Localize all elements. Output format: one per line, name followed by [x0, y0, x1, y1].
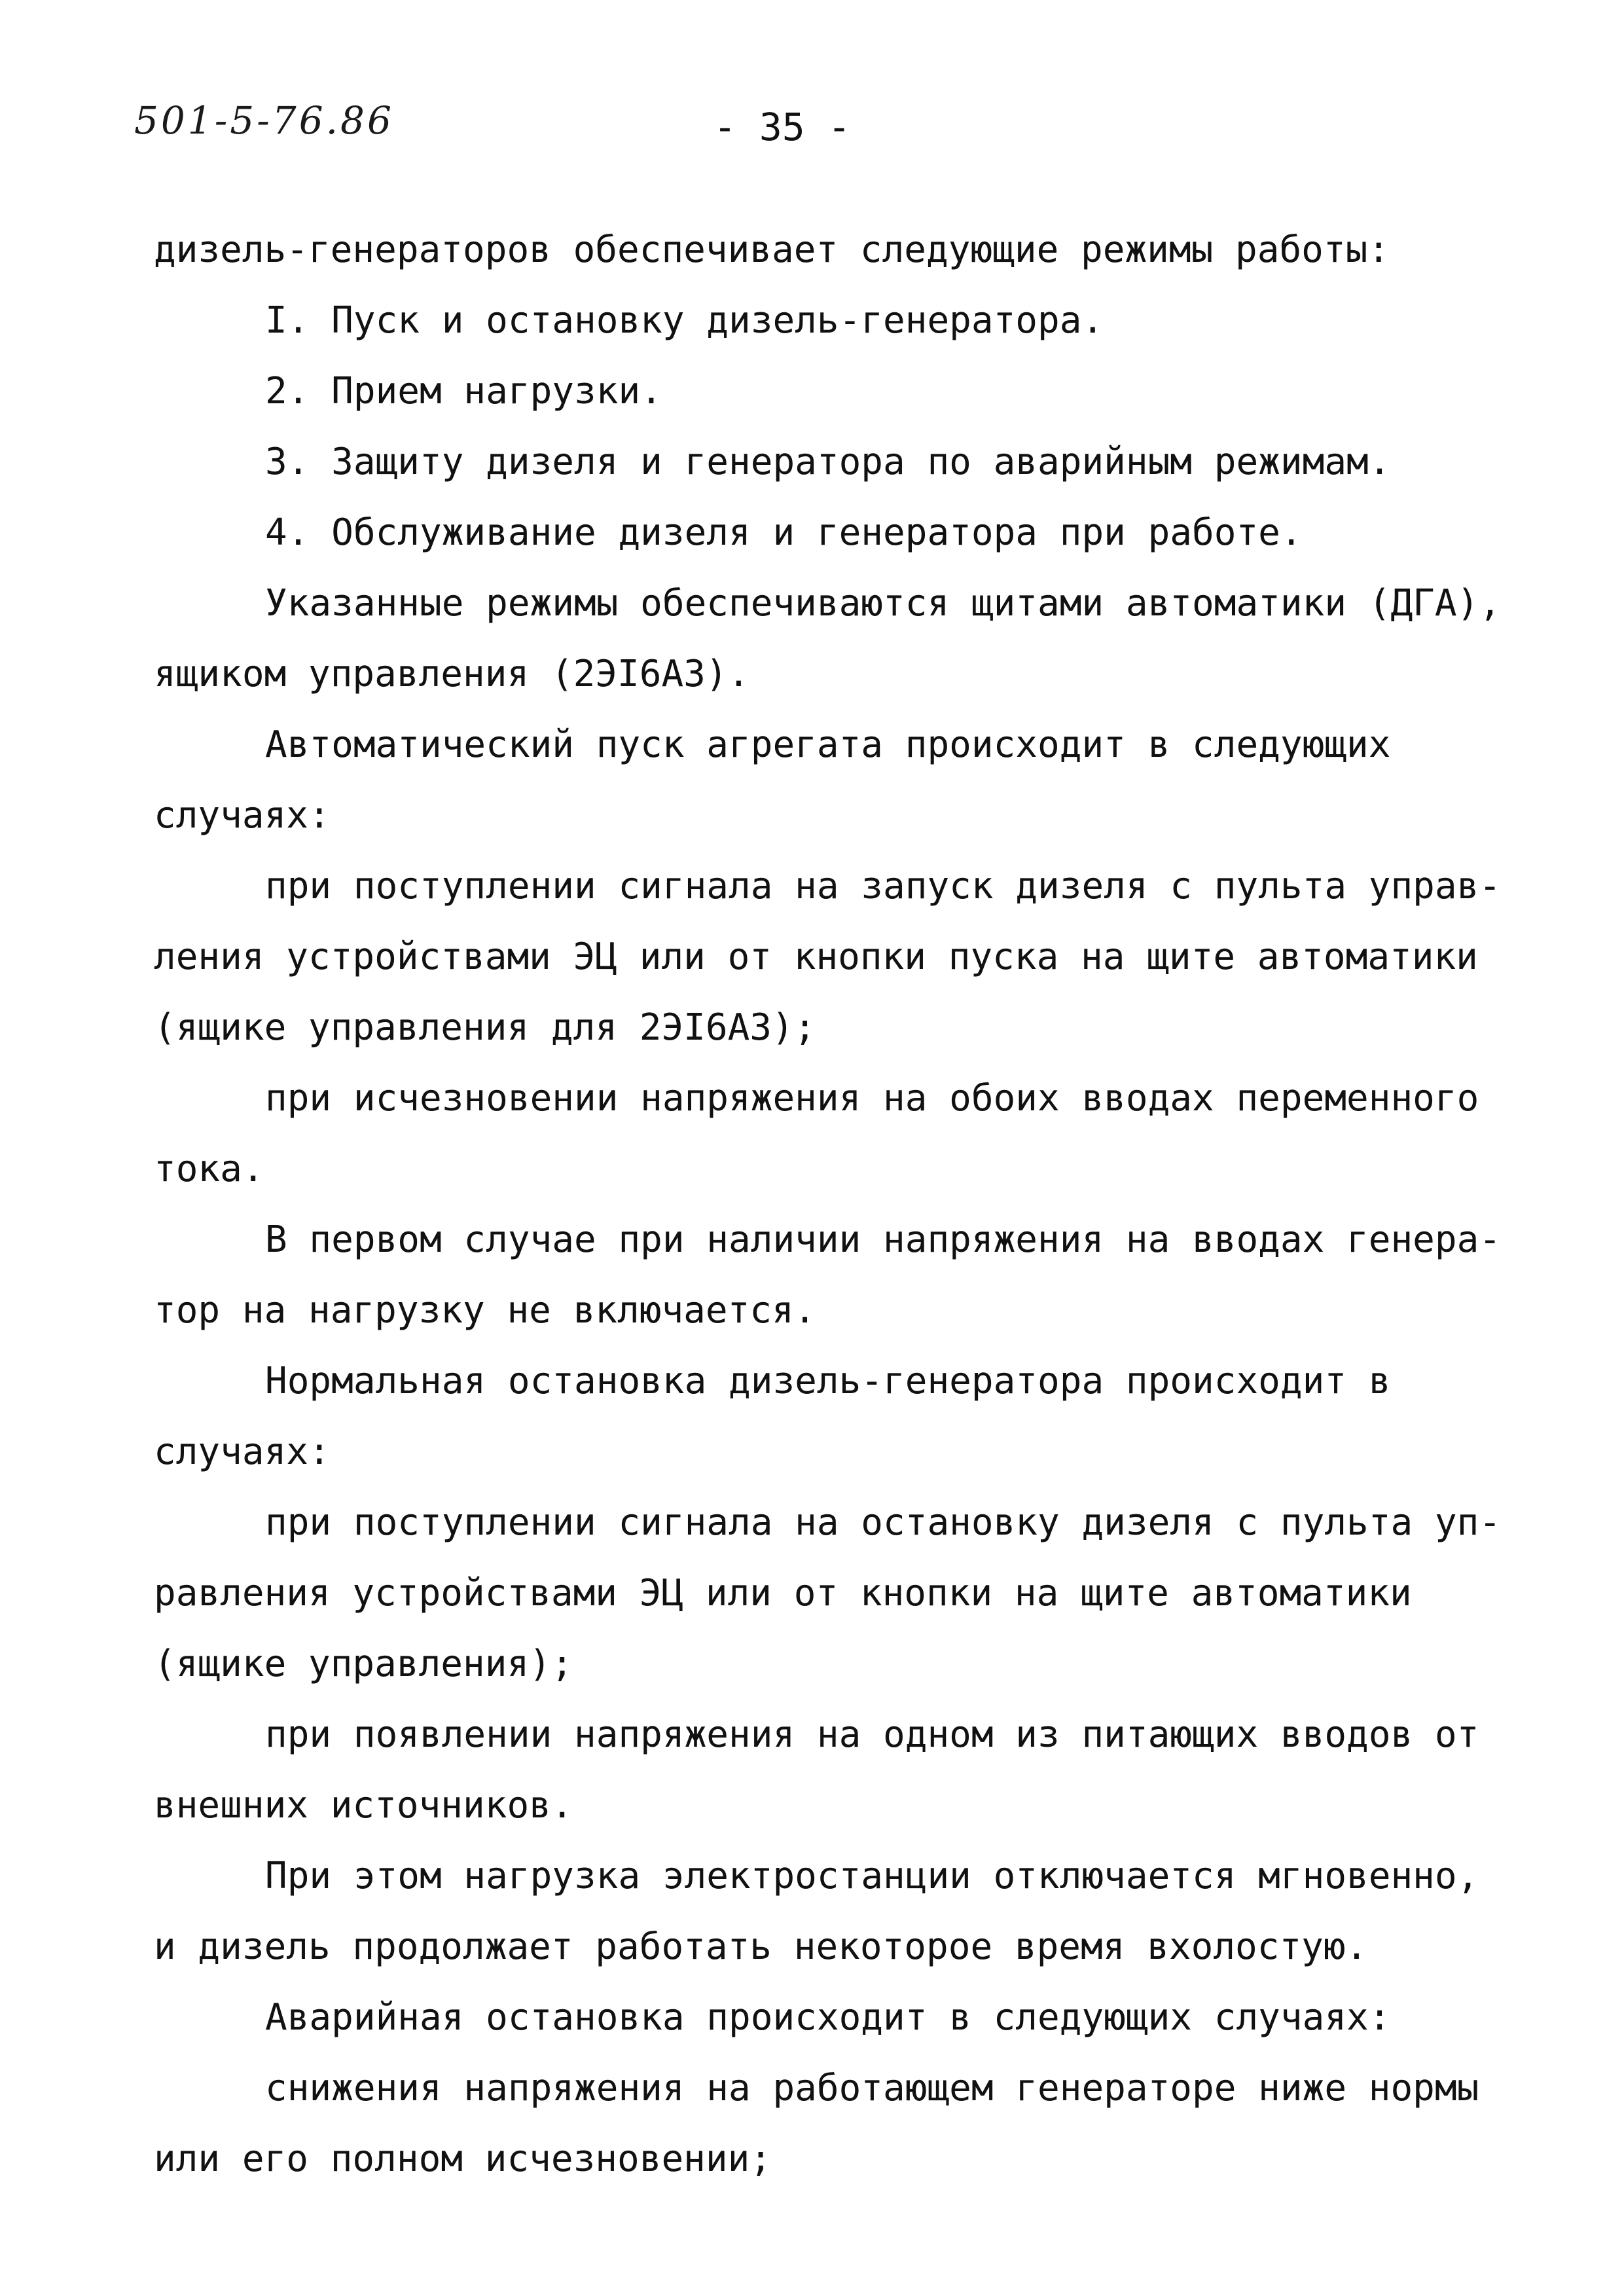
text-line: Автоматический пуск агрегата происходит в следующих	[265, 723, 1391, 766]
text-line: случаях:	[154, 1430, 331, 1473]
text-line: снижения напряжения на работающем генераторе ниже нормы	[265, 2067, 1479, 2109]
text-line: Аварийная остановка происходит в следующих случаях:	[265, 1996, 1391, 2039]
text-line: и дизель продолжает работать некоторое время вхолостую.	[154, 1925, 1368, 1968]
text-line: 2. Прием нагрузки.	[265, 370, 662, 412]
text-line: или его полном исчезновении;	[154, 2138, 772, 2180]
body-text	[154, 215, 1502, 2195]
text-line: при появлении напряжения на одном из питающих вводов от	[265, 1713, 1479, 1756]
text-line: При этом нагрузка электростанции отключается мгновенно,	[265, 1855, 1479, 1897]
text-line: дизель-генераторов обеспечивает следующие режимы работы:	[154, 228, 1390, 271]
text-line: Указанные режимы обеспечиваются щитами автоматики (ДГА),	[265, 582, 1502, 625]
text-line: тока.	[154, 1148, 264, 1190]
page-number: - 35 -	[713, 105, 851, 149]
text-line: 3. Защиту дизеля и генератора по аварийным режимам.	[265, 441, 1391, 483]
text-line: (ящике управления);	[154, 1643, 573, 1685]
text-line: внешних источников.	[154, 1784, 573, 1827]
text-line: (ящике управления для 2ЭI6А3);	[154, 1006, 816, 1049]
text-line: при поступлении сигнала на запуск дизеля с пульта управ-	[265, 865, 1502, 907]
text-line: I. Пуск и остановку дизель-генератора.	[265, 299, 1104, 342]
text-line: случаях:	[154, 794, 331, 837]
text-line: при исчезновении напряжения на обоих вводах переменного	[265, 1077, 1479, 1120]
text-line: тор на нагрузку не включается.	[154, 1289, 816, 1332]
text-line: Нормальная остановка дизель-генератора происходит в	[265, 1360, 1391, 1402]
document-code: 501-5-76.86	[134, 98, 394, 143]
text-line: равления устройствами ЭЦ или от кнопки на щите автоматики	[154, 1572, 1412, 1614]
text-line: ящиком управления (2ЭI6А3).	[154, 653, 750, 695]
text-line: В первом случае при наличии напряжения на вводах генера-	[265, 1218, 1502, 1261]
text-line: 4. Обслуживание дизеля и генератора при работе.	[265, 511, 1303, 554]
text-line: ления устройствами ЭЦ или от кнопки пуска на щите автоматики	[154, 936, 1478, 978]
text-line: при поступлении сигнала на остановку дизеля с пульта уп-	[265, 1501, 1502, 1544]
